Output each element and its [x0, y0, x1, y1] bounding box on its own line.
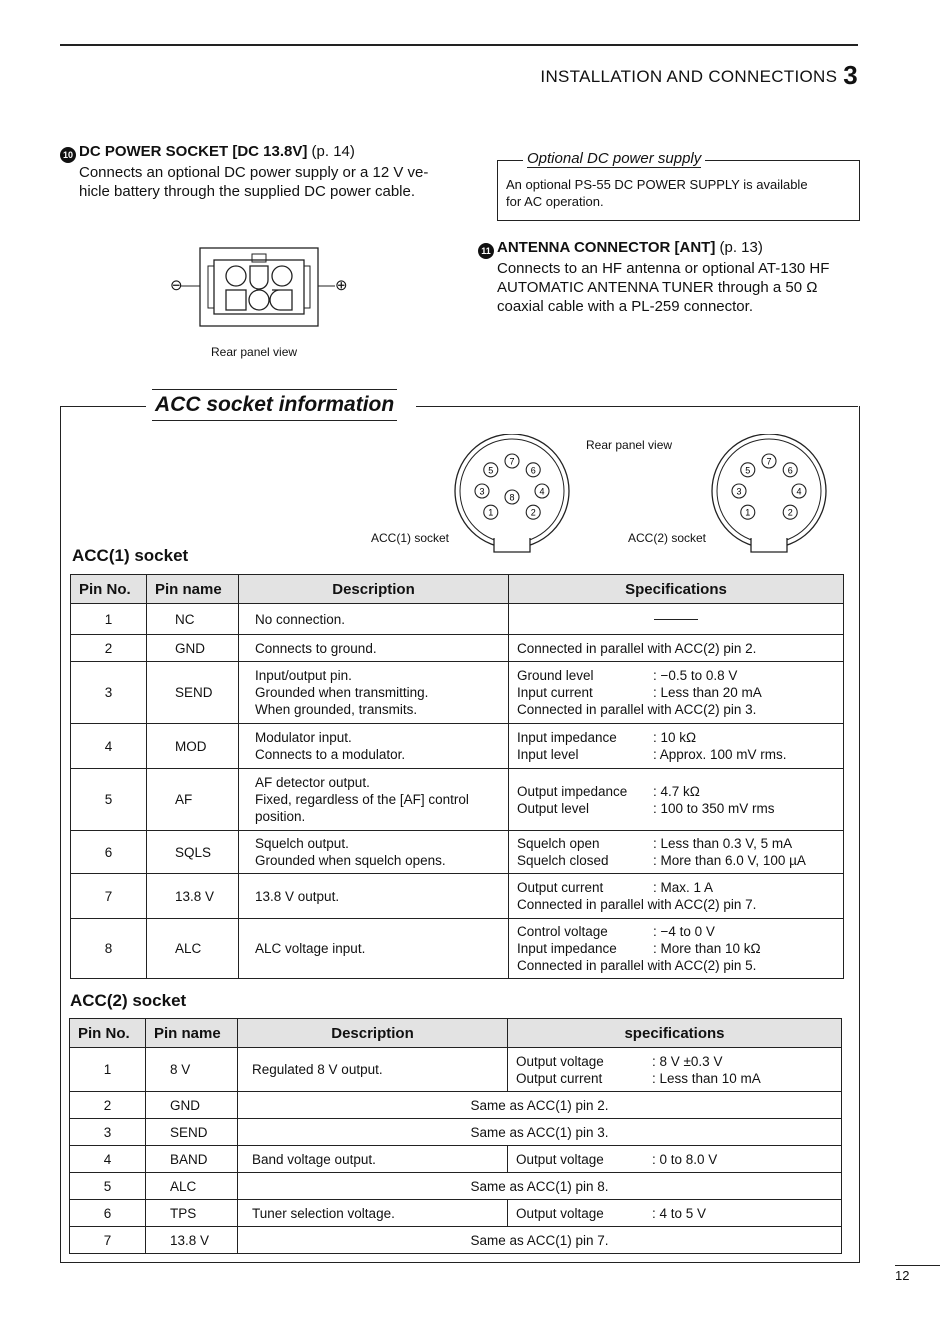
same-as-note: Same as ACC(1) pin 3.	[238, 1119, 842, 1146]
acc2-diagram-label: ACC(2) socket	[628, 531, 707, 545]
pin-specification	[508, 1048, 842, 1092]
spec-key: Control voltage	[517, 924, 608, 939]
pin-specification	[509, 919, 844, 979]
table-row	[70, 1092, 842, 1119]
socket-pin-label: 3	[736, 486, 742, 497]
antenna-desc	[497, 259, 878, 316]
spec-value: : More than 10 kΩ	[653, 941, 761, 956]
antenna-desc-line: Connects to an HF antenna or optional AT-130 HF	[497, 260, 830, 277]
pin-number: 6	[70, 1200, 146, 1227]
pin-name: ALC	[146, 1173, 238, 1200]
acc1-heading: ACC(1) socket	[72, 546, 189, 565]
spec-line	[517, 800, 835, 817]
socket-pin-label: 7	[766, 456, 772, 467]
socket-pin-label: 7	[509, 456, 515, 467]
header-specifications: Specifications	[509, 575, 844, 604]
spec-value: : 0 to 8.0 V	[652, 1151, 718, 1167]
pin-specification	[508, 1146, 842, 1173]
pin-number: 2	[70, 1092, 146, 1119]
table-row	[71, 831, 844, 874]
table-row	[71, 769, 844, 831]
pin-description	[239, 831, 509, 874]
spec-text: Connected in parallel with ACC(2) pin 5.	[517, 958, 757, 973]
page-number: 12	[895, 1268, 910, 1283]
spec-line	[517, 640, 835, 657]
header-pin-no: Pin No.	[71, 575, 147, 604]
table-row	[71, 635, 844, 662]
table-row	[71, 604, 844, 635]
pin-name: 13.8 V	[147, 874, 239, 919]
plus-icon: ⊕	[335, 277, 348, 294]
spec-key: Output current	[517, 880, 604, 895]
spec-key: Squelch open	[517, 836, 600, 851]
acc-frame-top-left	[60, 406, 146, 407]
table-row	[70, 1173, 842, 1200]
pin-specification	[508, 1200, 842, 1227]
spec-key: Squelch closed	[517, 853, 609, 868]
spec-line	[517, 684, 835, 701]
spec-line	[516, 1151, 833, 1168]
spec-key: Input current	[517, 685, 593, 700]
item-marker-icon: 10	[60, 147, 76, 163]
spec-value: : −4 to 0 V	[653, 924, 715, 939]
pin-number: 2	[71, 635, 147, 662]
pin-number: 7	[70, 1227, 146, 1254]
socket-pin-label: 4	[796, 486, 802, 497]
acc-frame-top-right	[416, 406, 858, 407]
spec-value: : Max. 1 A	[653, 880, 714, 895]
spec-text: Connected in parallel with ACC(2) pin 2.	[517, 640, 757, 656]
description-line: ALC voltage input.	[255, 941, 366, 956]
socket-pin-label: 1	[745, 507, 751, 518]
spec-value: : −0.5 to 0.8 V	[653, 668, 738, 683]
dc-rear-panel-caption: Rear panel view	[211, 345, 298, 359]
spec-line	[517, 729, 835, 746]
pin-name: SEND	[146, 1119, 238, 1146]
pin-number: 8	[71, 919, 147, 979]
spec-key: Output voltage	[516, 1053, 604, 1069]
spec-key: Output level	[517, 800, 590, 816]
dc-socket-section	[60, 143, 460, 201]
dc-desc-line: hicle battery through the supplied DC power cable.	[79, 183, 416, 200]
spec-value: : Less than 0.3 V, 5 mA	[653, 836, 793, 851]
spec-value: : 100 to 350 mV rms	[653, 800, 775, 816]
pin-name: AF	[147, 769, 239, 831]
table-row	[70, 1227, 842, 1254]
pin-number: 5	[71, 769, 147, 831]
antenna-title-text: ANTENNA CONNECTOR [ANT]	[497, 239, 716, 256]
dc-desc-line: Connects an optional DC power supply or a 12 V ve-	[79, 164, 429, 181]
socket-pin-label: 2	[787, 507, 793, 518]
pin-number: 1	[70, 1048, 146, 1092]
spec-value: : Approx. 100 mV rms.	[653, 747, 787, 762]
header-description: Description	[239, 575, 509, 604]
spec-line	[517, 852, 835, 869]
note-title-text: Optional DC power supply	[527, 150, 702, 167]
acc-rear-panel-caption: Rear panel view	[586, 438, 673, 452]
spec-line	[517, 783, 835, 800]
description-line: No connection.	[255, 611, 346, 627]
acc1-table	[70, 574, 844, 979]
spec-value: : Less than 20 mA	[653, 685, 762, 700]
pin-name: 13.8 V	[146, 1227, 238, 1254]
table-row	[71, 874, 844, 919]
acc-section-title: ACC socket information	[152, 389, 397, 421]
pin-specification	[509, 831, 844, 874]
spec-value: : 10 kΩ	[653, 730, 697, 745]
pin-number: 7	[71, 874, 147, 919]
dc-socket-title-text: DC POWER SOCKET [DC 13.8V]	[79, 143, 308, 160]
pin-name: SEND	[147, 662, 239, 724]
pin-name: TPS	[146, 1200, 238, 1227]
spec-line	[516, 1053, 833, 1070]
note-line: An optional PS-55 DC POWER SUPPLY is available	[506, 177, 808, 192]
pin-number: 4	[70, 1146, 146, 1173]
pin-number: 6	[71, 831, 147, 874]
spec-line	[517, 835, 835, 852]
header-pin-no: Pin No.	[70, 1019, 146, 1048]
pin-number: 3	[70, 1119, 146, 1146]
pin-specification	[509, 662, 844, 724]
antenna-desc-line: coaxial cable with a PL-259 connector.	[497, 298, 753, 315]
spec-line	[517, 923, 835, 940]
acc1-socket-diagram	[452, 434, 572, 554]
spec-line	[517, 879, 835, 896]
pin-name: GND	[146, 1092, 238, 1119]
pin-name: BAND	[146, 1146, 238, 1173]
spec-line	[517, 957, 835, 974]
antenna-section	[478, 239, 878, 316]
acc2-socket-diagram	[709, 434, 829, 554]
socket-pin-label: 5	[488, 465, 494, 476]
socket-pin-label: 4	[539, 486, 545, 497]
description-line: Grounded when squelch opens.	[255, 853, 446, 868]
same-as-note: Same as ACC(1) pin 8.	[238, 1173, 842, 1200]
antenna-desc-line: AUTOMATIC ANTENNA TUNER through a 50 Ω	[497, 279, 818, 296]
socket-pin-label: 8	[509, 492, 515, 503]
spec-value: : 4 to 5 V	[652, 1205, 707, 1221]
table-row	[70, 1146, 842, 1173]
dc-socket-diagram	[160, 240, 360, 335]
item-marker-icon: 11	[478, 243, 494, 259]
table-row	[70, 1119, 842, 1146]
acc2-heading: ACC(2) socket	[70, 991, 187, 1010]
pin-description: Band voltage output.	[238, 1146, 508, 1173]
pin-description	[239, 604, 509, 635]
header-specifications: specifications	[508, 1019, 842, 1048]
note-title	[523, 150, 705, 167]
spec-key: Input impedance	[517, 941, 617, 956]
socket-pin-label: 6	[530, 465, 536, 476]
table-row	[71, 919, 844, 979]
minus-icon: ⊖	[170, 277, 183, 294]
pin-description	[239, 662, 509, 724]
description-line: 13.8 V output.	[255, 888, 340, 904]
header-pin-name: Pin name	[147, 575, 239, 604]
page-header	[540, 60, 858, 91]
pin-description	[239, 635, 509, 662]
acc1-diagram-label: ACC(1) socket	[371, 531, 450, 545]
dc-socket-title	[60, 143, 460, 163]
header-description: Description	[238, 1019, 508, 1048]
pin-number: 3	[71, 662, 147, 724]
spec-line	[517, 940, 835, 957]
pin-specification	[509, 769, 844, 831]
page-number-rule	[895, 1265, 940, 1266]
description-line: Squelch output.	[255, 836, 349, 851]
pin-name: SQLS	[147, 831, 239, 874]
pin-specification	[509, 635, 844, 662]
pin-name: NC	[147, 604, 239, 635]
pin-name: 8 V	[146, 1048, 238, 1092]
pin-number: 1	[71, 604, 147, 635]
description-line: Grounded when transmitting.	[255, 685, 429, 700]
pin-name: ALC	[147, 919, 239, 979]
pin-name: MOD	[147, 724, 239, 769]
spec-line	[517, 896, 835, 913]
spec-value: : 8 V ±0.3 V	[652, 1053, 723, 1069]
spec-key: Output impedance	[517, 783, 628, 799]
table-row	[71, 662, 844, 724]
spec-line	[517, 746, 835, 763]
socket-pin-label: 3	[479, 486, 485, 497]
spec-value: : More than 6.0 V, 100 µA	[653, 853, 806, 868]
description-line: Connects to a modulator.	[255, 747, 406, 762]
spec-line	[517, 701, 835, 718]
pin-description	[239, 724, 509, 769]
socket-pin-label: 5	[745, 465, 751, 476]
dc-socket-desc	[79, 163, 460, 201]
spec-key: Ground level	[517, 668, 594, 683]
pin-number: 5	[70, 1173, 146, 1200]
spec-key: Output voltage	[516, 1205, 604, 1221]
same-as-note: Same as ACC(1) pin 2.	[238, 1092, 842, 1119]
pin-description: Regulated 8 V output.	[238, 1048, 508, 1092]
pin-name: GND	[147, 635, 239, 662]
spec-key: Input impedance	[517, 730, 617, 745]
pin-specification	[509, 724, 844, 769]
antenna-title	[478, 239, 878, 259]
spec-text: Connected in parallel with ACC(2) pin 7.	[517, 897, 757, 912]
dc-socket-ref: (p. 14)	[311, 143, 355, 160]
description-line: Fixed, regardless of the [AF] control	[255, 792, 469, 807]
antenna-ref: (p. 13)	[719, 239, 763, 256]
description-line: position.	[255, 809, 306, 824]
description-line: AF detector output.	[255, 775, 370, 790]
table-row	[70, 1048, 842, 1092]
spec-key: Output current	[516, 1070, 603, 1086]
pin-specification	[509, 874, 844, 919]
description-line: Connects to ground.	[255, 640, 377, 656]
top-rule	[60, 44, 858, 46]
acc2-header-row	[70, 1019, 842, 1048]
spec-key: Output voltage	[516, 1151, 604, 1167]
empty-spec	[517, 612, 835, 627]
pin-number: 4	[71, 724, 147, 769]
pin-description	[239, 769, 509, 831]
same-as-note: Same as ACC(1) pin 7.	[238, 1227, 842, 1254]
acc1-header-row	[71, 575, 844, 604]
spec-value: : 4.7 kΩ	[653, 783, 700, 799]
dash-icon	[654, 619, 698, 620]
pin-specification	[509, 604, 844, 635]
table-row	[70, 1200, 842, 1227]
pin-description	[239, 919, 509, 979]
description-line: Modulator input.	[255, 730, 352, 745]
note-body	[506, 176, 854, 210]
socket-pin-label: 1	[488, 507, 494, 518]
spec-line	[517, 667, 835, 684]
acc2-table	[69, 1018, 842, 1254]
pin-description: Tuner selection voltage.	[238, 1200, 508, 1227]
spec-key: Input level	[517, 747, 579, 762]
header-pin-name: Pin name	[146, 1019, 238, 1048]
header-title: INSTALLATION AND CONNECTIONS	[540, 67, 838, 86]
spec-line	[516, 1205, 833, 1222]
socket-pin-label: 6	[787, 465, 793, 476]
pin-description	[239, 874, 509, 919]
spec-value: : Less than 10 mA	[652, 1070, 761, 1086]
chapter-number: 3	[843, 60, 858, 90]
table-row	[71, 724, 844, 769]
spec-line	[516, 1070, 833, 1087]
spec-text: Connected in parallel with ACC(2) pin 3.	[517, 702, 757, 717]
note-line: for AC operation.	[506, 194, 604, 209]
description-line: When grounded, transmits.	[255, 702, 418, 717]
description-line: Input/output pin.	[255, 668, 352, 683]
socket-pin-label: 2	[530, 507, 536, 518]
